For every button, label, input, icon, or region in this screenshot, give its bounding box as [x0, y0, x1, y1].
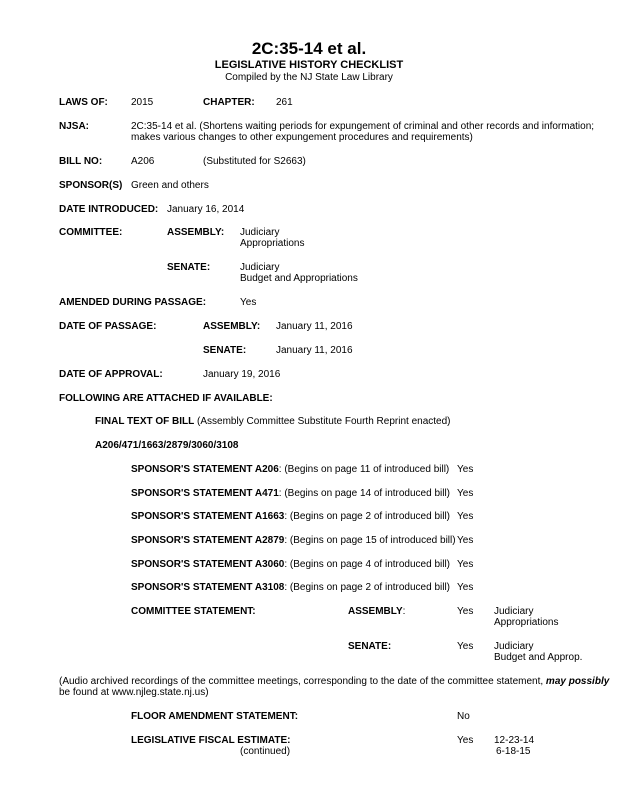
- sponsor-statement-note: : (Begins on page 11 of introduced bill): [278, 464, 450, 475]
- sponsor-statement-row: [131, 511, 450, 523]
- floor-amendment-label: FLOOR AMENDMENT STATEMENT:: [131, 711, 299, 722]
- njsa-line-1: 2C:35-14 et al. (Shortens waiting periods for expungement of criminal and other records and information;: [131, 121, 595, 132]
- committee-assembly-label: ASSEMBLY:: [167, 227, 225, 238]
- page-title: 2C:35-14 et al.: [251, 39, 367, 58]
- final-text-label: FINAL TEXT OF BILL: [95, 416, 195, 427]
- laws-of-label: LAWS OF:: [59, 97, 108, 108]
- sponsors-label: SPONSOR(S): [59, 180, 123, 191]
- sponsor-statement-row: [131, 582, 450, 594]
- bill-no-note: (Substituted for S2663): [203, 156, 306, 167]
- committee-statement-assembly-1: Judiciary: [494, 606, 534, 617]
- njsa-line-2: makes various changes to other expungement procedures and requirements): [131, 132, 473, 143]
- sponsor-statement-label: SPONSOR'S STATEMENT A1663: [131, 511, 285, 522]
- amended-value: Yes: [240, 297, 257, 308]
- sponsor-statement-value: Yes: [457, 488, 474, 499]
- passage-senate-label: SENATE:: [203, 345, 247, 356]
- committee-label: COMMITTEE:: [59, 227, 123, 238]
- passage-assembly-label: ASSEMBLY:: [203, 321, 261, 332]
- approval-value: January 19, 2016: [203, 369, 281, 380]
- date-introduced-value: January 16, 2014: [167, 204, 245, 215]
- fiscal-estimate-continued: (continued): [240, 746, 291, 757]
- sponsor-statement-value: Yes: [457, 511, 474, 522]
- audio-note-line-2: be found at www.njleg.state.nj.us): [59, 687, 209, 698]
- committee-assembly-2: Appropriations: [240, 238, 305, 249]
- sponsor-statement-row: [131, 488, 450, 500]
- sponsor-statement-note: : (Begins on page 14 of introduced bill): [278, 488, 451, 499]
- chapter-value: 261: [276, 97, 293, 108]
- floor-amendment-value: No: [457, 711, 470, 722]
- committee-senate-2: Budget and Appropriations: [240, 273, 358, 284]
- sponsor-statement-note: : (Begins on page 15 of introduced bill): [284, 535, 456, 546]
- committee-statement-assembly-label: ASSEMBLY: [348, 606, 403, 617]
- committee-statement-assembly-2: Appropriations: [494, 617, 559, 628]
- date-introduced-label: DATE INTRODUCED:: [59, 204, 159, 215]
- sponsor-statement-label: SPONSOR'S STATEMENT A3108: [131, 582, 285, 593]
- final-text-note: (Assembly Committee Substitute Fourth Reprint enacted): [194, 416, 451, 427]
- approval-label: DATE OF APPROVAL:: [59, 369, 163, 380]
- audio-note-text: (Audio archived recordings of the committee meetings, corresponding to the date of the committee statement,: [59, 676, 546, 687]
- committee-statement-senate-value: Yes: [457, 641, 474, 652]
- sponsor-statement-row: [131, 464, 449, 476]
- audio-note-emphasis: may possibly: [545, 676, 610, 687]
- committee-statement-senate-2: Budget and Approp.: [494, 652, 583, 663]
- sponsor-statement-note: : (Begins on page 2 of introduced bill): [284, 582, 451, 593]
- sponsor-statement-value: Yes: [457, 535, 474, 546]
- fiscal-estimate-label: LEGISLATIVE FISCAL ESTIMATE:: [131, 735, 291, 746]
- njsa-label: NJSA:: [59, 121, 90, 132]
- bill-numbers: A206/471/1663/2879/3060/3108: [95, 440, 239, 451]
- sponsor-statement-row: [131, 535, 456, 547]
- committee-senate-label: SENATE:: [167, 262, 211, 273]
- final-text-line: [95, 416, 450, 428]
- amended-label: AMENDED DURING PASSAGE:: [59, 297, 207, 308]
- passage-label: DATE OF PASSAGE:: [59, 321, 157, 332]
- laws-of-value: 2015: [131, 97, 154, 108]
- sponsor-statement-value: Yes: [457, 464, 474, 475]
- sponsor-statement-label: SPONSOR'S STATEMENT A3060: [131, 559, 285, 570]
- compiled-by: Compiled by the NJ State Law Library: [225, 72, 393, 83]
- fiscal-estimate-value: Yes: [457, 735, 474, 746]
- committee-statement-senate-1: Judiciary: [494, 641, 534, 652]
- sponsor-statement-label: SPONSOR'S STATEMENT A471: [131, 488, 279, 499]
- fiscal-estimate-date-1: 12-23-14: [494, 735, 535, 746]
- committee-statement-assembly-line: [348, 606, 405, 618]
- sponsor-statement-note: : (Begins on page 2 of introduced bill): [284, 511, 451, 522]
- committee-statement-senate-label: SENATE:: [348, 641, 392, 652]
- committee-statement-assembly-colon: :: [402, 606, 406, 617]
- committee-assembly-1: Judiciary: [240, 227, 280, 238]
- sponsor-statement-label: SPONSOR'S STATEMENT A2879: [131, 535, 285, 546]
- committee-senate-1: Judiciary: [240, 262, 280, 273]
- passage-assembly-date: January 11, 2016: [276, 321, 353, 332]
- bill-no-label: BILL NO:: [59, 156, 103, 167]
- sponsor-statement-note: : (Begins on page 4 of introduced bill): [284, 559, 451, 570]
- committee-statement-label: COMMITTEE STATEMENT:: [131, 606, 256, 617]
- sponsors-value: Green and others: [131, 180, 209, 191]
- chapter-label: CHAPTER:: [203, 97, 255, 108]
- sponsor-statement-value: Yes: [457, 582, 474, 593]
- sponsor-statement-row: [131, 559, 450, 571]
- sponsor-statement-value: Yes: [457, 559, 474, 570]
- fiscal-estimate-date-2: 6-18-15: [496, 746, 531, 757]
- sponsor-statement-label: SPONSOR'S STATEMENT A206: [131, 464, 279, 475]
- passage-senate-date: January 11, 2016: [276, 345, 353, 356]
- page-subtitle: LEGISLATIVE HISTORY CHECKLIST: [214, 59, 404, 71]
- committee-statement-assembly-value: Yes: [457, 606, 474, 617]
- bill-no-value: A206: [131, 156, 155, 167]
- following-heading: FOLLOWING ARE ATTACHED IF AVAILABLE:: [59, 393, 273, 404]
